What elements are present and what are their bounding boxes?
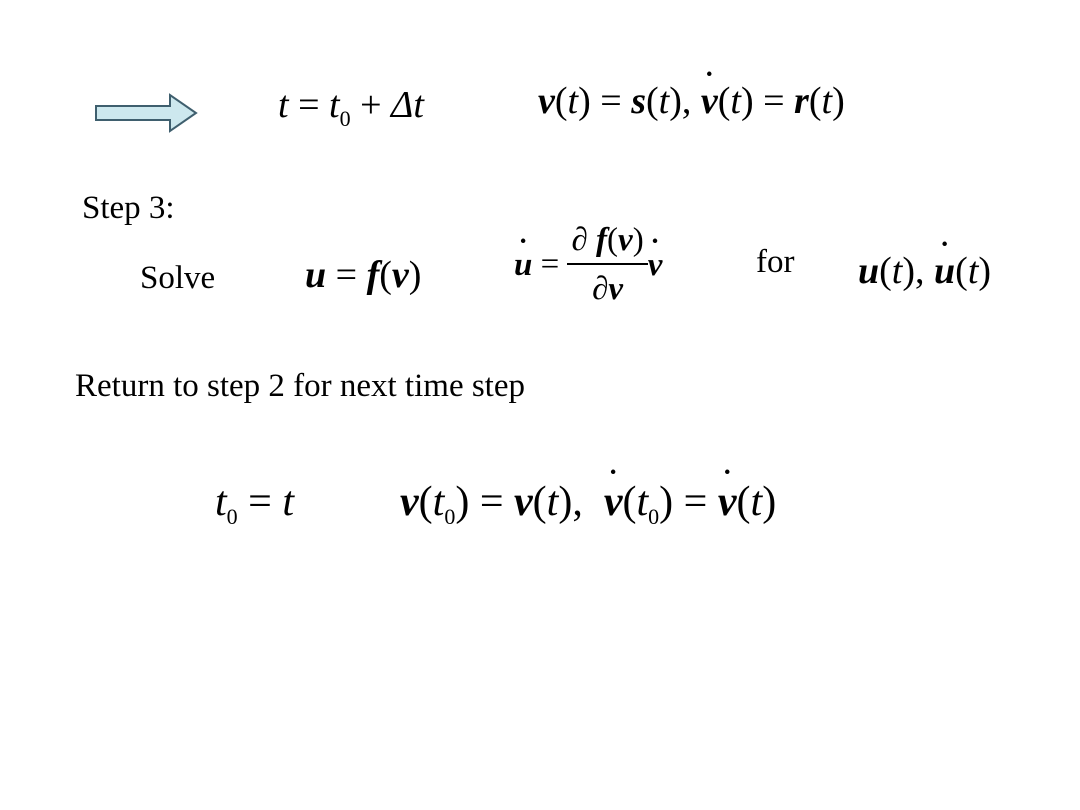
derivative-equation: ˙ u = $\frac{\partial f(v)}{\partial v}$ ˙ v: [514, 222, 662, 308]
return-instruction: Return to step 2 for next time step: [75, 368, 525, 404]
time-reset-equation: $t_0 = t$: [215, 479, 295, 529]
for-label: for: [756, 244, 795, 280]
solve-label: Solve: [140, 260, 216, 296]
unknowns-expression: u(t), ˙ u(t): [858, 252, 991, 290]
mapping-equation: u = f(v): [305, 254, 422, 296]
state-update-equation: v(t) = s(t), ˙ v(t) = r(t): [538, 82, 845, 120]
partial-fraction: $\frac{\partial f(v)}{\partial v}$: [567, 222, 647, 308]
state-reset-equation: $v(t_0) = v(t)$, ˙ $v(t_0)$ = ˙ v(t): [400, 478, 776, 530]
time-update-equation: $t = t_0 + \Delta t$: [278, 84, 424, 131]
right-arrow-icon: [94, 92, 200, 134]
step3-label: Step 3:: [82, 190, 175, 226]
